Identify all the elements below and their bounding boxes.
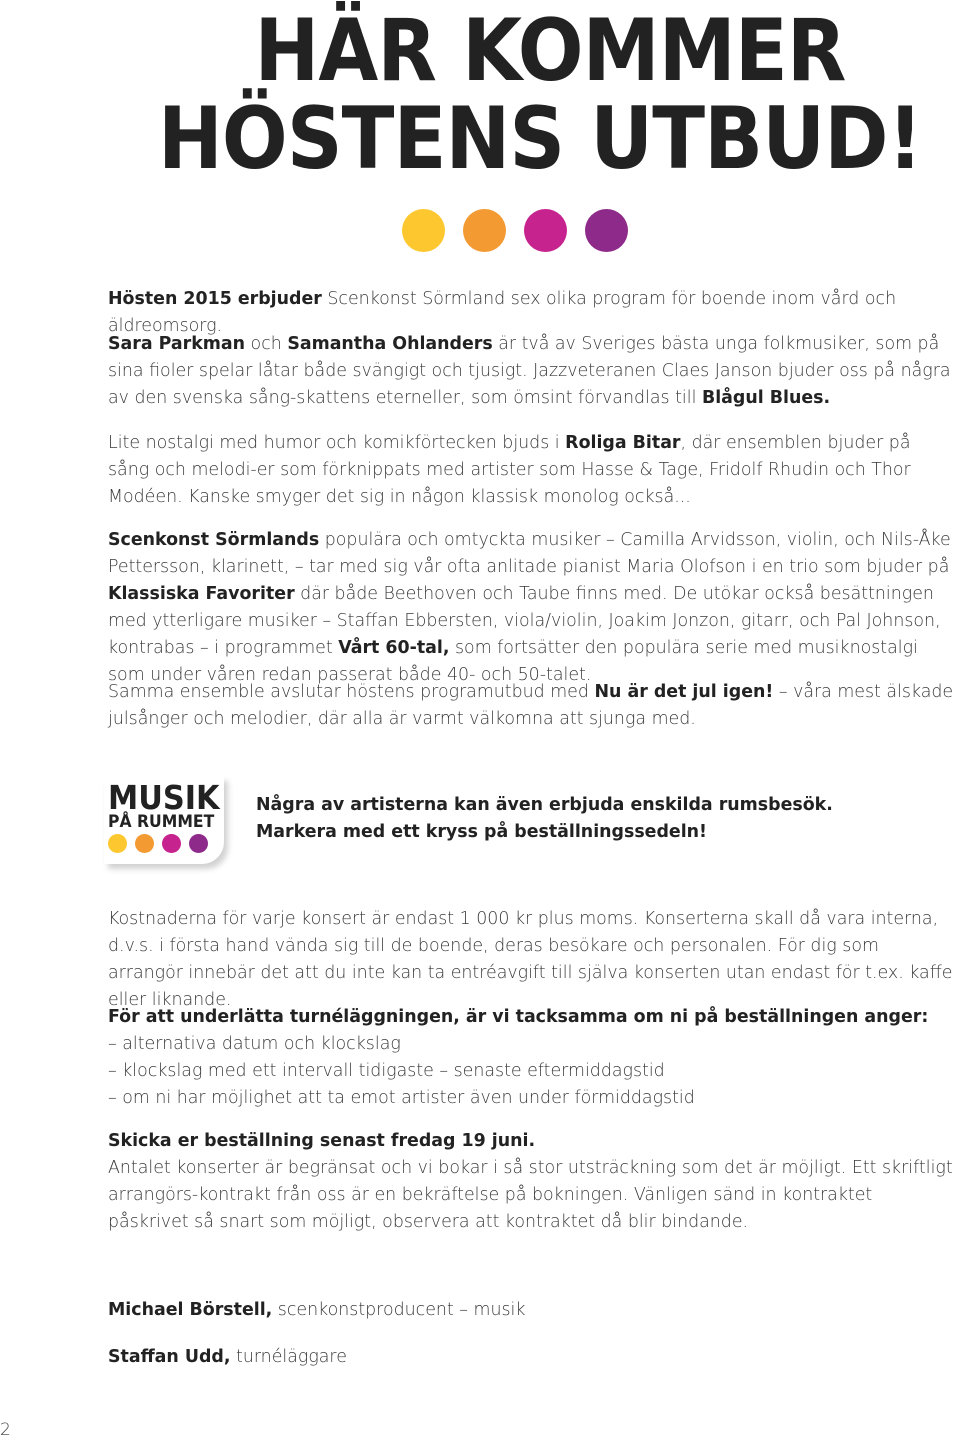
orange-dot-icon (135, 834, 154, 853)
program-nu-ar-det-jul-igen: Nu är det jul igen! (594, 682, 774, 702)
paragraph-folk (108, 331, 954, 412)
contact-role: scenkonstproducent – musik (272, 1300, 526, 1320)
paragraph-jul (108, 679, 954, 733)
p4-text-1: Samma ensemble avslutar höstens programutbud med (108, 682, 595, 702)
color-dots (402, 209, 628, 252)
p4-text-2: – våra mest älskade julsånger och melodier, där alla är varmt välkomna att sjunga med. (108, 682, 954, 729)
headline-line-1: HÄR KOMMER (254, 1, 846, 101)
rumsbesok-line-2: Markera med ett kryss på beställningssedeln! (256, 822, 707, 842)
paragraph-kostnader: Kostnaderna för varje konsert är endast 1 000 kr plus moms. Konserterna skall då vara interna, d.v.s. i första hand vända sig till de boende, deras besökare och personalen. För dig som arrangör innebär det att du inte kan ta entréavgift till själva konserten utan endast för t.ex. kaffe eller liknande. (108, 909, 953, 1010)
contact-michael (108, 1297, 954, 1324)
magenta-dot-icon (162, 834, 181, 853)
deadline-heading: Skicka er beställning senast fredag 19 juni. (108, 1131, 536, 1151)
rumsbesok-line-1: Några av artisterna kan även erbjuda enskilda rumsbesök. (256, 795, 833, 815)
purple-dot-icon (189, 834, 208, 853)
artist-sara-parkman: Sara Parkman (108, 334, 246, 354)
artist-samantha-ohlanders: Samantha Ohlanders (287, 334, 493, 354)
p3-text-3: som fortsätter den populära serie med musiknostalgi som under våren redan passerat både 40- och 50-talet. (108, 638, 918, 685)
contact-role: turnéläggare (230, 1347, 347, 1367)
scenkonst-sormlands: Scenkonst Sörmlands (108, 530, 320, 550)
p3-text-1: populära och omtyckta musiker – Camilla Arvidsson, violin, och Nils-Åke Pettersson, klarinett, – tar med sig vår ofta anlitade pianist Maria Olofson i en trio som bjuder på (108, 530, 951, 577)
paragraph-klassiska (108, 527, 954, 689)
p1-text-1: och (245, 334, 288, 354)
deadline-section (108, 1128, 954, 1236)
musik-pa-rummet-logo (104, 776, 224, 864)
rumsbesok-note (256, 792, 896, 846)
headline-line-2: HÖSTENS UTBUD! (158, 89, 922, 189)
logo-dots (108, 834, 208, 853)
booking-info-heading: För att underlätta turnéläggningen, är vi tacksamma om ni på beställningen anger: (108, 1007, 929, 1027)
program-klassiska-favoriter: Klassiska Favoriter (108, 584, 295, 604)
deadline-body: Antalet konserter är begränsat och vi bokar i så stor utsträckning som det är möjligt. Ett skriftligt arrangörs-kontrakt från oss är en bekräftelse på bokningen. Vänligen sänd in kontraktet påskrivet så snart som möjligt, observera att kontraktet då blir bindande. (108, 1158, 953, 1232)
purple-dot-icon (585, 209, 628, 252)
program-roliga-bitar: Roliga Bitar (565, 433, 681, 453)
paragraph-roliga-bitar (108, 430, 954, 511)
yellow-dot-icon (108, 834, 127, 853)
p3-text-2: där både Beethoven och Taube finns med. De utökar också besättningen med ytterligare musiker – Staffan Ebbersten, viola/violin, Joakim Jonzon, gitarr, och Pal Johnson, kontrabas – i programmet (108, 584, 941, 658)
contact-staffan (108, 1344, 954, 1371)
logo-pa-rummet: PÅ RUMMET (108, 812, 215, 832)
intro-bold: Hösten 2015 erbjuder (108, 289, 322, 309)
p2-text-1: Lite nostalgi med humor och komikförtecken bjuds i (108, 433, 566, 453)
booking-info-item: – klockslag med ett intervall tidigaste – senaste eftermiddagstid (108, 1061, 665, 1081)
program-blagul-blues: Blågul Blues. (701, 388, 831, 408)
magenta-dot-icon (524, 209, 567, 252)
program-vart-60-tal: Vårt 60-tal, (338, 638, 450, 658)
booking-info-item: – alternativa datum och klockslag (108, 1034, 401, 1054)
yellow-dot-icon (402, 209, 445, 252)
intro-text: Scenkonst Sörmland sex olika program för boende inom vård och äldreomsorg. (108, 289, 897, 336)
orange-dot-icon (463, 209, 506, 252)
contact-name: Staffan Udd, (108, 1347, 231, 1367)
booking-info (108, 1004, 954, 1112)
logo-musik: MUSIK (108, 778, 220, 817)
p2-text-2: , där ensemblen bjuder på sång och melodi-er som förknippats med artister som Hasse & Tage, Fridolf Rhudin och Thor Modéen. Kanske smyger det sig in någon klassisk monolog också... (108, 433, 911, 507)
contact-name: Michael Börstell, (108, 1300, 273, 1320)
booking-info-item: – om ni har möjlighet att ta emot artister även under förmiddagstid (108, 1088, 695, 1108)
p1-text-2: är två av Sveriges bästa unga folkmusiker, som på sina fioler spelar låtar både svängigt och tjusigt. Jazzveteranen Claes Janson bjuder oss på några av den svenska sång-skattens eterneller, som ömsint förvandlas till (108, 334, 951, 408)
page-number: 2 (0, 1420, 11, 1440)
